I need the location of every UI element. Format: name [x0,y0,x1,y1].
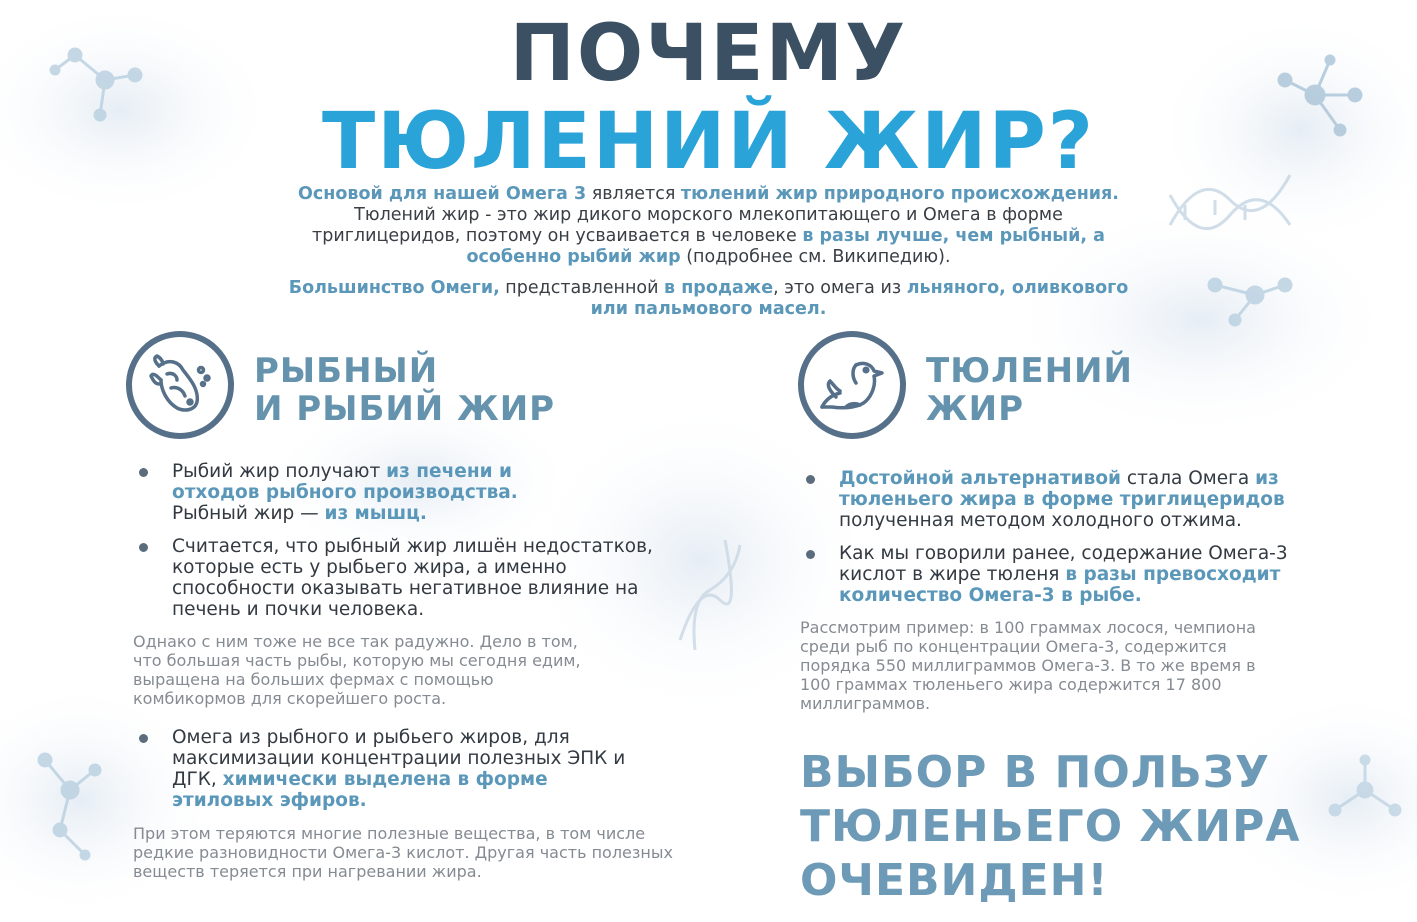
highlight-text: льняного, оливкового или пальмового масел. [590,278,1129,319]
body-text: , это омега из [773,278,907,298]
seal-icon-badge [798,331,906,439]
fish-bullet-list-1 [135,461,695,632]
conclusion-heading [800,746,1400,908]
body-text: Омега из рыбного и рыбьего жиров, для максимизации концентрации полезных ЭПК и ДГК, [172,727,626,790]
conclusion-line1: ВЫБОР В ПОЛЬЗУ [800,747,1270,798]
fish-heading-line1: РЫБНЫЙ [254,351,439,391]
seal-bullet-1 [802,468,1292,531]
conclusion-line2: ТЮЛЕНЬЕГО ЖИРА [800,801,1301,852]
intro-paragraph-1 [280,184,1137,268]
fish-heading-line2: И РЫБИЙ ЖИР [254,389,556,429]
highlight-text: в разы превосходит количество Омега-3 в рыбе. [839,564,1281,606]
highlight-text: в разы лучше, чем рыбный, а особенно рыбий жир [466,226,1105,267]
seal-heading-line2: ЖИР [926,389,1024,429]
seal-heading [926,352,1246,428]
page-title-line1: ПОЧЕМУ [509,9,908,99]
intro-paragraph-2 [280,278,1137,320]
body-text: Рыбный жир — [172,503,325,524]
page-title-line2: ТЮЛЕНИЙ ЖИР? [322,97,1095,187]
highlight-text: в продаже [664,278,774,298]
body-text: представленной [499,278,665,298]
highlight-text: Основой для нашей Омега 3 [298,184,587,204]
highlight-text: Большинство Омеги, [288,278,500,298]
seal-heading-line1: ТЮЛЕНИЙ [926,351,1133,391]
highlight-text: тюлений жир природного происхождения. [680,184,1119,204]
seal-icon [816,355,888,415]
body-text: Рыбий жир получают [172,461,387,482]
body-text: стала Омега [1121,468,1256,489]
fish-icon-badge [126,331,234,439]
body-text: Как мы говорили ранее, содержание Омега-3 кислот в жире тюленя [839,543,1288,585]
fish-bullet-list-2 [135,727,655,823]
seal-bullet-list [802,468,1302,618]
fish-bullet-3 [135,727,635,811]
body-text: является [586,184,681,204]
highlight-text: из мышц. [324,503,427,524]
fish-bullet-1 [135,461,545,524]
conclusion-line3: ОЧЕВИДЕН! [800,855,1109,906]
seal-bullet-2 [802,543,1292,606]
body-text: Считается, что рыбный жир лишён недостатков, которые есть у рыбьего жира, а именно способности оказывать негативное влияние на печень и почки человека. [172,536,653,620]
seal-note-1: Рассмотрим пример: в 100 граммах лосося, чемпиона среди рыб по концентрации Омега-3, содержится порядка 550 миллиграммов Омега-3. В то же время в 100 граммах тюленьего жира содержится 17 800 миллиграммов. [800,618,1256,713]
highlight-text: химически выделена в форме этиловых эфиров. [172,769,548,811]
fish-bullet-2 [135,536,665,620]
fish-note-2: При этом теряются многие полезные вещества, в том числе редкие разновидности Омега-3 кислот. Другая часть полезных веществ теряется при нагревании жира. [133,824,673,881]
body-text: полученная методом холодного отжима. [839,510,1242,531]
highlight-text: из тюленьего жира в форме триглицеридов [839,468,1285,510]
fish-icon [145,350,215,420]
intro-text [280,184,1137,330]
body-text: Тюлений жир - это жир дикого морского млекопитающего и Омега в форме триглицеридов, поэтому он усваивается в человеке [312,205,1063,246]
fish-note-1: Однако с ним тоже не все так радужно. Дело в том, что большая часть рыбы, которую мы сегодня едим, выращена на больших фермах с помощью комбикормов для скорейшего роста. [133,632,581,708]
fish-heading [254,352,574,428]
highlight-text: Достойной альтернативой [839,468,1122,489]
body-text: (подробнее см. Википедию). [680,247,951,267]
highlight-text: из печени и отходов рыбного производства. [172,461,518,503]
